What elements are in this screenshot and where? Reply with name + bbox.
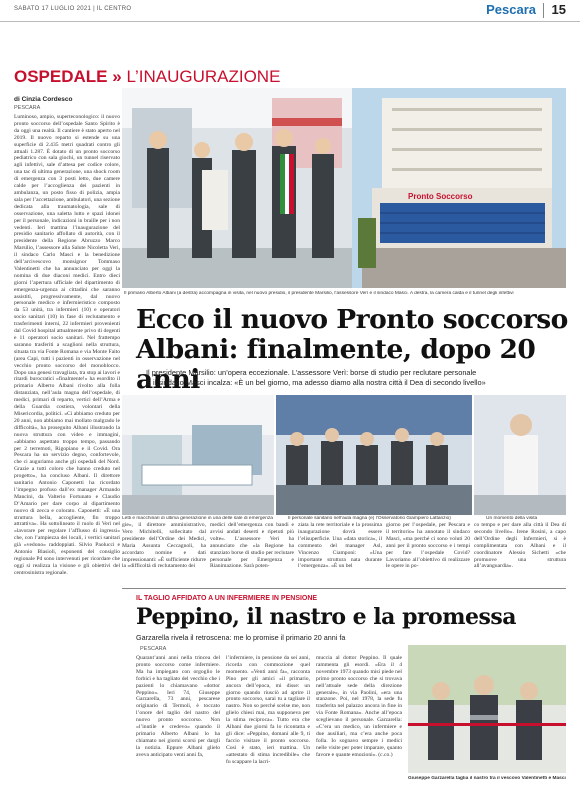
box-column-2: l’infermiere, in pensione da sei anni, ricorda con commozione quel momento. «Venti anni fa», racconta Pino per gli amici «il primario, ancora dell’epoca, mi disse: un giorno quando riusciò ad aprire il pronto soccorso, sarai tu a tagliare il nastro. Non so perché scelse me, non glielo chiesi mai, ma supponeva per la stima reciproca». Tutto era che Albani due giorni fa lo ricontatta e gli dice: «Peppino, domani alle 9, ti faccio visitare il pronto soccorso. Così è stato, ieri mattina. Un «attestato di stima incredibile» che fu scappare la lacri- — [226, 655, 310, 765]
strip-photo-1 — [122, 395, 274, 515]
article-subhead — [146, 368, 576, 388]
strip-photo-1-illustration — [122, 395, 274, 515]
box-place: PESCARA — [140, 646, 167, 652]
header-divider — [543, 3, 544, 18]
box-column-3: muccia al dottor Peppino. Il quale rammenta gli esordi. «Era il 4 novembre 1973 quando misi piede nel primo pronto soccorso che si trovava nell’attuale sede della direzione generale», in via Paolini, «era una stanzone. Poi, nel 1978, la sede fu trasferita nel palazzo ancora in fine in via Fonte Romana». Anche all’epoca sceglievano il personale. Garzarella: «C’era un medico, un infermiere e due ausiliari, ma c’era anche poca folla. Io sognavo sempre i medici nelle visite per poter imparare, quanto favore e quante emozioni». (c.co.) — [316, 655, 402, 758]
box-divider — [122, 588, 566, 589]
article-column-5: giorno per l’ospedale, per Pescara e il territorio» ha annotato il sindaco Masci, «ma perché ci sono voluti 20 anni per il pronto soccorso e i tempi per fare l’ospedale Covid? Lavoriamo all’obiettivo di realizzare le opere in po- — [386, 522, 470, 570]
page-number: 15 — [551, 2, 566, 17]
strip-photo-3 — [474, 395, 566, 515]
box-photo-caption: Giuseppe Garzarella taglia il nastro tra il vescovo Valentinetti e Masci — [408, 776, 566, 781]
box-kicker: IL TAGLIO AFFIDATO A UN INFERMIERE IN PENSIONE — [136, 595, 318, 602]
box-column-1: Quarant’anni anni nella trincea del pronto soccorso come infermiere. Ma ha impiegato con orgoglio le forbici e ha tagliato del vecchio che i pazienti lo chiamavano «dottor Peppino». Ieri 74, Giuseppe Garzarella, 73 anni, pescarese originario di Termoli, è toccato l’onore del taglio del nastro del nuovo pronto soccorso. Non «l’inutile e credevo» quando il primario Alberto Albani lo ha chiamato nei giorni scorsi per dargli la notizia. Eppure Albani glielo aveva anticipato venti anni fa, — [136, 655, 220, 758]
main-photo-caption: Il primario Alberto Albani (a destra) accompagna in visita, nel nuovo presidio, il presidente Marsilio, l’assessore Verì e il sindaco Masci. A destra, la camera calda e il tunnel degli infettivi — [124, 291, 514, 296]
box-photo-illustration — [408, 645, 566, 773]
byline-author: di Cinzia Cordesco — [14, 96, 73, 103]
kicker-inaugurazione: L’INAUGURAZIONE — [126, 67, 281, 86]
pronto-soccorso-sign: Pronto Soccorso — [408, 192, 473, 201]
article-kicker — [14, 67, 280, 87]
article-column-6: co tempo e per dare alla città il Dea di secondo livello». Irene Rosini, a capo dell’Ordine degli Infermieri, si è complimentata con Albani e il coordinatore Alessio Sichetti «che promuove una struttura all’avanguardia». — [474, 522, 566, 570]
main-photo-illustration — [122, 88, 566, 288]
subhead-line-1: Il presidente Marsilio: un’opera eccezionale. L’assessore Verì: borse di studio per reclutare personale — [146, 368, 477, 377]
box-subhead: Garzarella rivela il retroscena: me lo promise il primario 20 anni fa — [136, 633, 346, 642]
strip-caption-1: Letti e macchinari di ultima generazione in una delle sale di emergenza — [122, 516, 273, 521]
headline-line-1: Ecco il nuovo Pronto soccorso — [136, 304, 568, 335]
section-name: Pescara — [486, 2, 536, 17]
article-column-2: gie», il direttore amministrativo, Vero Michitelli, sollecitato dal presidente dell’Ordine dei Medici, Maria Assunta Ceccagnoli, ha accordato nomine e dati impressionanti: «È sufficiente ridurre la «difficoltà di reclutamento dei — [122, 522, 206, 570]
strip-caption-3: Un momento della visita — [486, 516, 538, 521]
strip-photo-3-illustration — [474, 395, 566, 515]
strip-photo-2 — [276, 395, 472, 515]
kicker-separator: » — [107, 67, 127, 86]
strip-photo-2-illustration — [276, 395, 472, 515]
subhead-line-2: E il sindaco Masci incalza: «È un bel giorno, ma adesso diamo alla nostra città il Dea di secondo livello» — [146, 378, 486, 387]
box-headline: Peppino, il nastro e la promessa — [136, 604, 517, 630]
article-column-left: Luminoso, ampio, superteconologico: il nuovo pronto soccorso dell’ospedale Santo Spirito è da oggi una realtà. Il cantiere è stato aperto nel 2019. Il nuovo reparto si estende su una superficie di 2.435 metri quadrati contro gli attuali 1.287. È dotato di un pronto soccorso pediatrico con sala giochi, un tunnel riservato agli infettivi, sale d’attesa per codice colore, una tac di ultima generazione, una shock room di emergenza con 3 posti letto, due camere calde per l’accoglienza dei pazienti in ambulanza, un posto fisso di polizia, ampia sala per l’accettazione, ambulatori, una sezione dedicata alla traumatologia, sale di osservazione, una saletta lutto e spazi idonei per il personale, indicazioni in braille per i non vedenti. Ieri mattina l’inaugurazione del presidio sanitario affollato di autorità, con il presidente della Regione Abruzzo Marco Marsilio, l’assessore alla Salute Nicoletta Verì, il sindaco Carlo Masci e la benedizione dell’arcivescovo monsignor Tommaso Valentinetti che ha annunciato per oggi la nomina di due diaconi medici. Entro dieci giorni l’apertura ufficiale del dipartimento di emergenza-urgenza ai cittadini che saranno assistiti, progressivamente, dal nuovo personale medico e infermieristico composto da 53 unità, tra infermieri (10) e operatori socio sanitari (10) in fase di reclutamento e trasferimenti interni, 22 infermieri provenienti dal Covid hospital attualmente privo di degenti e 11 operatori socio sanitari. Nel frattempo saranno trasferiti a scaglioni nella struttura, situata tra via Fonte Romana e via Monte Faito (area Capi, tutti i pazienti in osservazione nel vecchio pronto soccorso del monoblocco. Dopo una genesi travagliata, tra stop ai lavori e ritardi burocratici «finalmente!» ha esordito il primario Alberto Albani rivolto alla folla distanziata, nell’aula magna dell’ospedale, di medici, primari di reparto, vertici dell’Arma e della Guardia costiera, volontari della Misericordia, politici. «Ci abbiamo creduto per 20 anni, non abbiamo mai mollato malgrado le difficoltà», ha proseguito Albani illustrando la nuova struttura con video e immagini, «abbiamo aspettato troppo tempo, passando per 2 terremoti, Rigopiano e il Covid. Ora Pescara ha un servizio degno, confortevole, che ci auguriamo anche gli ospedali del Nord. Grazie a tutti coloro che hanno creduto nel progetto», ha concluso Albani. Il direttore sanitario Antonio Caponetti ha ricordato l’impegno profuso dall’ex manager Armando Mancini, da Valterio Fortunato e Claudio D’Amario per dare corpo al dipartimento nuovo di zecca e colorato. Caponetti: «È una struttura bella, accogliente, fin troppo attrattiva». Ha sottolineato il ruolo di Verì nel «lavorare per regolare l’afflusso di ingressi» che, con l’ampiezza dei locali, i vertici sanitari già «vedono» raddoppiati. Silvio Paolucci e Antonio Blasioli, esponenti del consiglio regionale Pd sono intervenuti per ricordare che oggi si realizza la visione e gli obiettivi del centrosinistra regionale. — [14, 114, 120, 576]
headline-line-2: Albani: finalmente, dopo 20 anni — [136, 334, 536, 395]
kicker-ospedale: OSPEDALE — [14, 67, 108, 86]
date-paper: SABATO 17 LUGLIO 2021 | IL CENTRO — [14, 6, 132, 12]
page-header — [0, 0, 580, 22]
main-photo — [122, 88, 566, 288]
strip-caption-2: Il personale sanitario nell’aula magna (e) l’Osservatorio Giampiero Lattanzio) — [288, 516, 451, 521]
box-photo — [408, 645, 566, 773]
byline-place: PESCARA — [14, 105, 41, 111]
article-column-4: ziata la rete territoriale e la prossima inaugurazione dovrà essere l’elisuperficie. Una «data storica», il commento del manager Asl, Vincenzo Ciamponi: «Una importante struttura nata durante l’emergenza». «È un bel — [298, 522, 382, 570]
article-column-3: medici dell’emergenza con bandi e avvisi andati deserti e ripetuti più volte». L’assessore Verì ha annunciato che «la Regione ha stanziato borse di studio per reclutare personale per Emergenza e Rianimazione. Sarà poten- — [210, 522, 294, 570]
